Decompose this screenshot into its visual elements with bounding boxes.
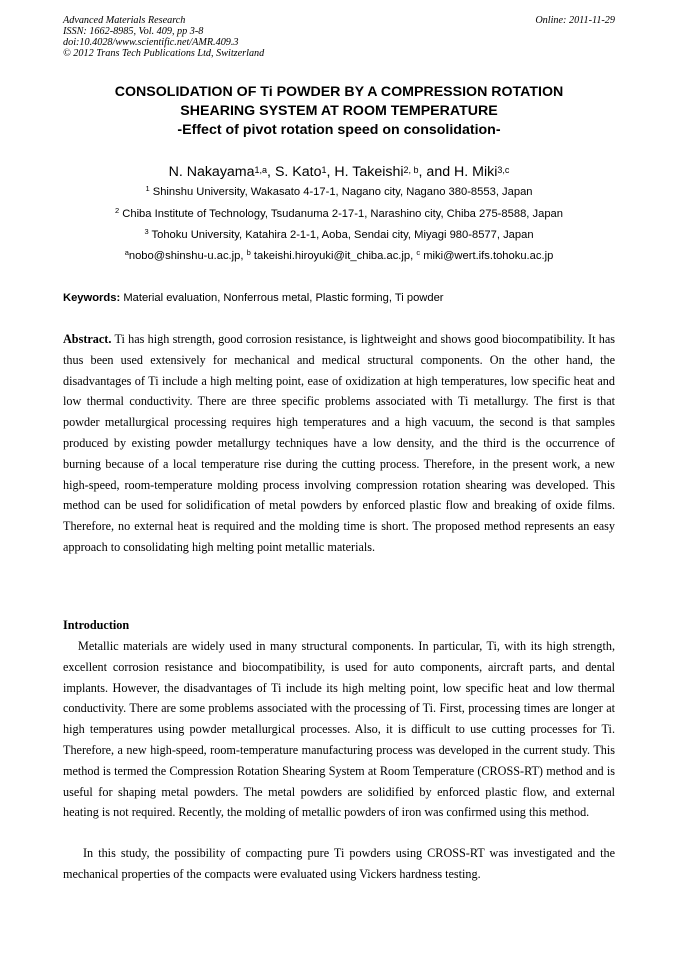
affiliation-number: 2 (114, 206, 120, 215)
affiliation-1 (20, 185, 658, 199)
introduction-paragraph-1: Metallic materials are widely used in many structural components. In particular, Ti, with its high strength, excellent corrosion resistance and biocompatibility, is used for auto components, aircraft parts, and dental implants. However, the disadvantages of Ti include its high melting point, low specific heat and low thermal conductivity. There are some problems associated with the processing of Ti. First, processing times are longer at high temperatures using powder metallurgical processes. Also, it is difficult to use cutting processes for Ti. Therefore, a new high-speed, room-temperature manufacturing process was developed in the current study. This method is termed the Compression Rotation Shearing System at Room Temperature (CROSS-RT) method and is useful for shaping metal powders. The metal powders are solidified by enforced plastic flow, and external heating is not required. Recently, the molding of metallic powders of iron was confirmed using this method. (63, 639, 615, 820)
doi-line: doi:10.4028/www.scientific.net/AMR.409.3 (63, 37, 239, 48)
email-label: b (246, 248, 251, 257)
keywords (63, 291, 615, 305)
introduction-heading: Introduction (63, 618, 130, 632)
author-affiliation-marker: 1 (321, 165, 327, 175)
affiliation-text: Chiba Institute of Technology, Tsudanuma 2-17-1, Narashino city, Chiba 275-8588, Japan (122, 208, 563, 220)
email-label: c (416, 248, 421, 257)
issn-line: ISSN: 1662-8985, Vol. 409, pp 3-8 (63, 26, 204, 37)
author-name: H. Takeishi (334, 164, 404, 180)
author-separator: , (267, 164, 275, 180)
journal-header (63, 15, 615, 59)
abstract-label: Abstract. (63, 332, 112, 346)
paper-title (40, 83, 638, 140)
abstract-text: Ti has high strength, good corrosion resistance, is lightweight and shows good biocompatibility. It has thus been used extensively for mechanical and medical structural components. On the other hand, the disadvantages of Ti include a high melting point, ease of oxidization at high temperatures, low specific heat and low thermal conductivity. There are three specific problems associated with Ti metallurgy. The first is that powder metallurgical processing requires high temperatures and a high vacuum, the second is that samples produced by existing powder metallurgy techniques have a low density, and the third is the occurrence of burning because of a local temperature rise during the cutting process. Therefore, in the present work, a new high-speed, room-temperature molding process involving compression rotation shearing was developed. This method can be used for solidification of metal powders by enforced plastic flow and breaking of oxide films. Therefore, no external heat is required and the molding time is short. The proposed method represents an easy approach to consolidating high melting point metallic materials. (63, 332, 616, 554)
copyright-line: © 2012 Trans Tech Publications Ltd, Switzerland (63, 48, 265, 59)
email-label: a (124, 248, 129, 257)
abstract (63, 329, 615, 558)
keywords-text: Material evaluation, Nonferrous metal, Plastic forming, Ti powder (123, 292, 444, 304)
journal-name: Advanced Materials Research (63, 15, 186, 26)
email-address: nobo@shinshu-u.ac.jp, (128, 250, 247, 262)
title-subtitle: -Effect of pivot rotation speed on consolidation- (177, 122, 501, 138)
author-separator: , (326, 164, 335, 180)
affiliation-3 (20, 228, 658, 242)
email-list (20, 249, 658, 263)
title-line-1: CONSOLIDATION OF Ti POWDER BY A COMPRESSION ROTATION (114, 84, 564, 100)
author-name: H. Miki (454, 164, 498, 180)
author-name: S. Kato (274, 164, 322, 180)
affiliation-text: Tohoku University, Katahira 2-1-1, Aoba, Sendai city, Miyagi 980-8577, Japan (151, 229, 534, 241)
author-list (20, 163, 658, 181)
affiliation-text: Shinshu University, Wakasato 4-17-1, Nagano city, Nagano 380-8553, Japan (152, 186, 533, 198)
affiliation-2 (20, 207, 658, 221)
author-affiliation-marker: 3,c (497, 165, 510, 175)
author-affiliation-marker: 2, b (403, 165, 419, 175)
email-address: takeishi.hiroyuki@it_chiba.ac.jp, (253, 250, 417, 262)
author-affiliation-marker: 1,a (254, 165, 268, 175)
author-separator: , and (418, 164, 455, 180)
author-name: N. Nakayama (168, 164, 255, 180)
affiliation-number: 3 (144, 227, 149, 236)
email-address: miki@wert.ifs.tohoku.ac.jp (423, 250, 554, 262)
title-line-2: SHEARING SYSTEM AT ROOM TEMPERATURE (180, 103, 498, 119)
affiliation-number: 1 (145, 184, 150, 193)
online-date: Online: 2011-11-29 (535, 15, 615, 26)
introduction-paragraph-2: In this study, the possibility of compacting pure Ti powders using CROSS-RT was investigated and the mechanical properties of the compacts were evaluated using Vickers hardness testing. (63, 846, 615, 881)
keywords-label: Keywords: (63, 292, 121, 304)
